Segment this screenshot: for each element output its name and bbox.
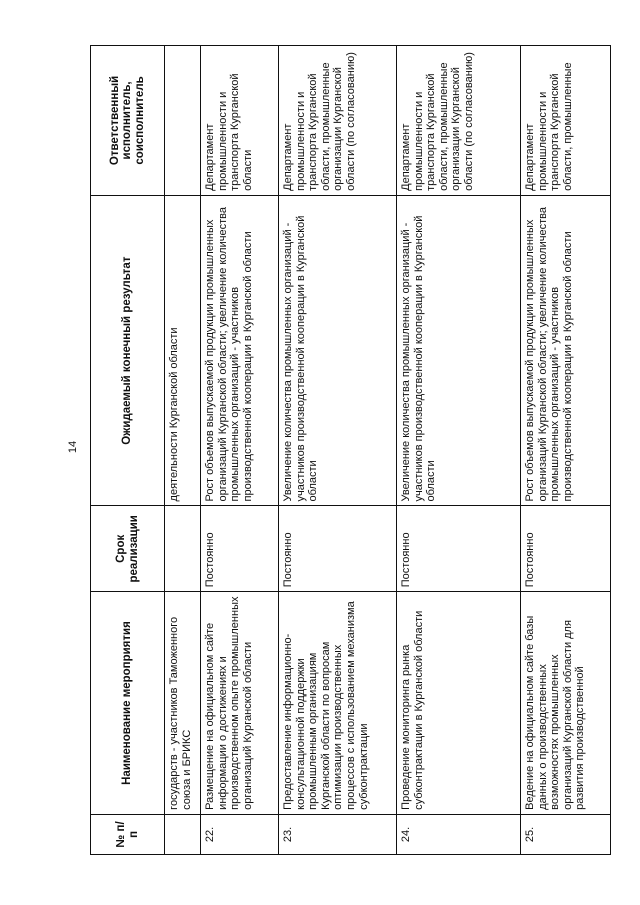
cell-term [165, 506, 201, 592]
cell-result: Рост объемов выпускаемой продукции промышленных организаций Курганской области; увеличение количества промышленных организаций - участников производственной кооперации в Курганской области [201, 195, 279, 506]
cell-num [165, 814, 201, 854]
rotated-table-container [90, 45, 610, 855]
header-result: Ожидаемый конечный результат [91, 195, 165, 506]
table-row [201, 46, 279, 855]
cell-term: Постоянно [201, 506, 279, 592]
cell-name: государств - участников Таможенного союза и БРИКС [165, 592, 201, 815]
cell-result: Рост объемов выпускаемой продукции промышленных организаций Курганской области; увеличение количества промышленных организаций - участников производственной кооперации в Курганской области [521, 195, 611, 506]
header-num: № п/п [91, 814, 165, 854]
cell-term: Постоянно [279, 506, 397, 592]
page-number: 14 [67, 440, 80, 454]
cell-responsible: Департамент промышленности и транспорта Курганской области, промышленные организации Курганской области (по согласованию) [397, 46, 521, 196]
header-term: Срок реализации [91, 506, 165, 592]
cell-num: 24. [397, 814, 521, 854]
table-row [165, 46, 201, 855]
table-header-row [91, 46, 165, 855]
cell-responsible: Департамент промышленности и транспорта Курганской области [201, 46, 279, 196]
cell-name: Ведение на официальном сайте базы данных о производственных возможностях промышленных организаций Курганской области для развития производственной [521, 592, 611, 815]
cell-responsible [165, 46, 201, 196]
cell-num: 22. [201, 814, 279, 854]
header-name: Наименование мероприятия [91, 592, 165, 815]
table-row [397, 46, 521, 855]
table-row [279, 46, 397, 855]
cell-result: Увеличение количества промышленных организаций - участников производственной кооперации в Курганской области [397, 195, 521, 506]
cell-name: Проведение мониторинга рынка субконтрактации в Курганской области [397, 592, 521, 815]
table-row [521, 46, 611, 855]
cell-result: Увеличение количества промышленных организаций - участников производственной кооперации в Курганской области [279, 195, 397, 506]
measures-table [90, 45, 611, 855]
cell-num: 23. [279, 814, 397, 854]
cell-name: Размещение на официальном сайте информации о достижениях и производственном опыте промышленных организаций Курганской области [201, 592, 279, 815]
cell-term: Постоянно [521, 506, 611, 592]
cell-responsible: Департамент промышленности и транспорта Курганской области, промышленные организации Курганской области (по согласованию) [279, 46, 397, 196]
cell-result: деятельности Курганской области [165, 195, 201, 506]
cell-responsible: Департамент промышленности и транспорта Курганской области, промышленные [521, 46, 611, 196]
cell-name: Предоставление информационно-консультационной поддержки промышленным организациям Курганской области по вопросам оптимизации производственных процессов с использованием механизма субконтрактации [279, 592, 397, 815]
cell-term: Постоянно [397, 506, 521, 592]
cell-num: 25. [521, 814, 611, 854]
header-responsible: Ответственный исполнитель, соисполнитель [91, 46, 165, 196]
